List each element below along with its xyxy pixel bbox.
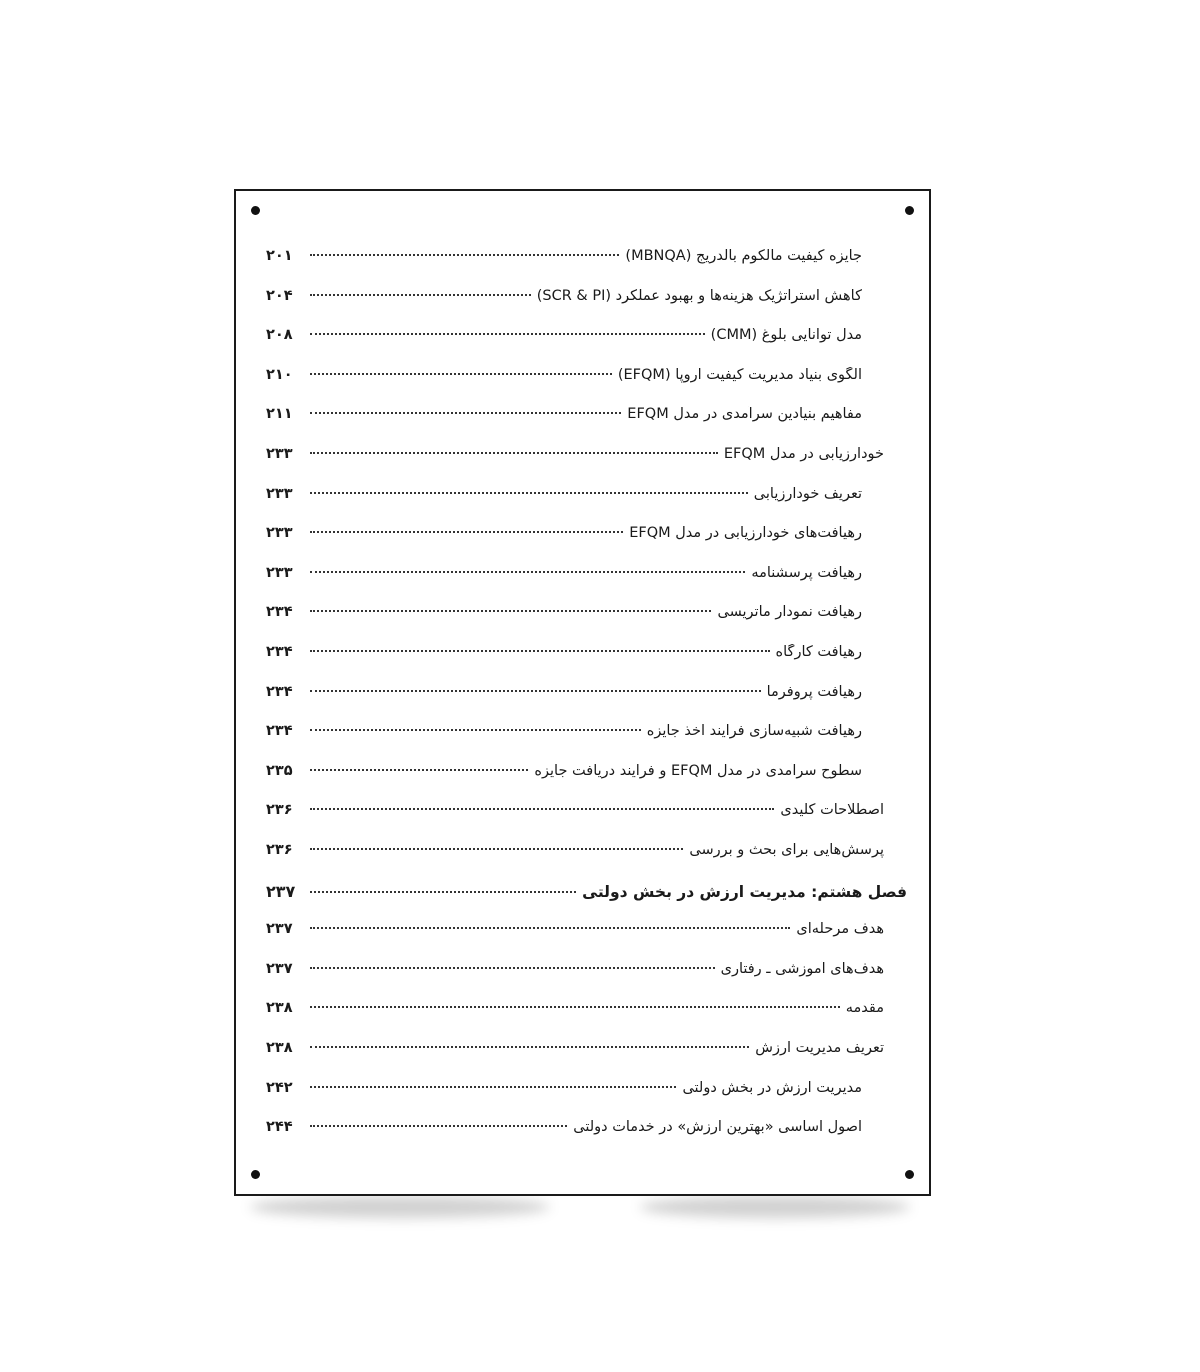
toc-page-number: ۲۳۴ (266, 604, 293, 621)
toc-dot-leader (310, 253, 619, 256)
toc-page-number: ۲۳۶ (266, 802, 293, 819)
toc-entry (266, 684, 862, 714)
toc-page-number: ۲۳۵ (266, 762, 293, 779)
toc-page-number: ۲۳۷ (266, 960, 293, 977)
toc-dot-leader (310, 570, 745, 573)
toc-entry (266, 1119, 862, 1149)
toc-entry (266, 644, 862, 674)
toc-entry-title: خودارزیابی در مدل EFQM (723, 446, 884, 462)
toc-entry-title: رهیافت پروفرما (766, 683, 862, 700)
toc-entry (266, 288, 862, 318)
toc-entry (266, 921, 884, 951)
toc-entry-title: اصول اساسی «بهترین ارزش» در خدمات دولتی (573, 1119, 862, 1136)
toc-entry-title: هدف مرحله‌ای (796, 921, 884, 938)
toc-page-number: ۲۱۱ (266, 406, 293, 423)
toc-dot-leader (310, 966, 715, 969)
toc-page-number: ۲۳۸ (266, 1000, 293, 1017)
toc-dot-leader (310, 609, 711, 612)
toc-entry (266, 723, 862, 753)
toc-page-number: ۲۳۳ (266, 564, 293, 581)
toc-page-number: ۲۰۴ (266, 287, 293, 304)
toc-entry-title: رهیافت‌های خودارزیابی در مدل EFQM (629, 525, 862, 542)
toc-entry (266, 248, 862, 278)
toc-entry-title: مقدمه (845, 1000, 884, 1017)
toc-page-number: ۲۳۳ (266, 485, 293, 502)
toc-dot-leader (310, 411, 621, 414)
toc-entry-title: فصل هشتم: مدیریت ارزش در بخش دولتی (582, 882, 907, 901)
toc-entry (266, 1040, 884, 1070)
toc-entry (266, 763, 862, 793)
toc-entry-title: مفاهیم بنیادین سرآمدی در مدل EFQM (627, 406, 862, 423)
toc-entry (266, 525, 862, 555)
toc-dot-leader (310, 1124, 567, 1127)
toc-dot-leader (310, 926, 790, 929)
toc-entry (266, 1000, 884, 1030)
toc-page-number: ۲۳۶ (266, 842, 293, 858)
toc-entry (266, 327, 862, 357)
toc-entry-title: مدل توانایی بلوغ (CMM) (710, 327, 862, 344)
toc-entry-title: جایزه کیفیت مالکوم بالدریج (MBNQA) (625, 248, 862, 264)
toc-chapter-heading (266, 882, 907, 912)
toc-dot-leader (310, 689, 761, 692)
toc-entry-title: رهیافت پرسشنامه (751, 564, 862, 581)
toc-dot-leader (310, 491, 748, 494)
toc-dot-leader (310, 728, 641, 731)
corner-dot-icon (251, 1170, 260, 1179)
toc-entry (266, 604, 862, 634)
toc-page-number: ۲۰۱ (266, 248, 293, 264)
toc-entry-title: رهیافت کارگاه (775, 644, 862, 660)
toc-dot-leader (310, 807, 774, 810)
toc-dot-leader (310, 649, 770, 652)
toc-dot-leader (310, 332, 705, 335)
toc-entry (266, 486, 862, 516)
toc-page-number: ۲۳۳ (266, 446, 293, 462)
toc-dot-leader (310, 451, 718, 454)
toc-page-number: ۲۳۳ (266, 525, 293, 542)
toc-entry-title: سطوح سرآمدی در مدل EFQM و فرایند دریافت جایزه (534, 762, 862, 779)
toc-page-number: ۲۴۴ (266, 1119, 293, 1136)
toc-entry-title: رهیافت شبیه‌سازی فرایند اخذ جایزه (646, 723, 862, 740)
toc-page-number: ۲۳۷ (266, 881, 296, 901)
toc-entry-title: رهیافت نمودار ماتریسی (717, 604, 862, 621)
corner-dot-icon (251, 206, 260, 215)
toc-dot-leader (310, 890, 576, 893)
toc-entry (266, 367, 862, 397)
corner-dot-icon (905, 206, 914, 215)
toc-entry-title: مدیریت ارزش در بخش دولتی (682, 1079, 862, 1096)
toc-entry (266, 565, 862, 595)
toc-page-number: ۲۳۴ (266, 683, 293, 700)
toc-dot-leader (310, 1085, 676, 1088)
toc-entry-title: تعریف مدیریت ارزش (755, 1040, 884, 1056)
toc-dot-leader (310, 372, 612, 375)
toc-entry-title: کاهش استراتژیک هزینه‌ها و بهبود عملکرد (SCR & PI) (536, 287, 862, 304)
toc-page-number: ۲۳۷ (266, 921, 293, 938)
toc-entry (266, 802, 884, 832)
toc-dot-leader (310, 1045, 749, 1048)
toc-dot-leader (310, 530, 623, 533)
toc-entry-title: تعریف خودارزیابی (753, 485, 862, 502)
corner-dot-icon (905, 1170, 914, 1179)
toc-entry (266, 446, 884, 476)
toc-dot-leader (310, 1005, 840, 1008)
toc-page-number: ۲۳۴ (266, 723, 293, 740)
toc-page-number: ۲۴۲ (266, 1079, 293, 1096)
toc-page-number: ۲۰۸ (266, 327, 293, 344)
toc-entry (266, 1080, 862, 1110)
page-shadow-right (640, 1196, 910, 1218)
toc-page-number: ۲۳۸ (266, 1040, 293, 1056)
toc-dot-leader (310, 768, 528, 771)
toc-entry (266, 842, 884, 872)
toc-page-number: ۲۳۴ (266, 644, 293, 660)
toc-entry (266, 961, 884, 991)
book-page (234, 189, 931, 1196)
toc-dot-leader (310, 847, 683, 850)
toc-entry-title: اصطلاحات کلیدی (780, 802, 884, 819)
toc-entry-title: الگوی بنیاد مدیریت کیفیت اروپا (EFQM) (617, 366, 862, 383)
toc-page-number: ۲۱۰ (266, 366, 293, 383)
toc-dot-leader (310, 293, 531, 296)
toc-entry-title: پرسش‌هایی برای بحث و بررسی (689, 842, 884, 858)
toc-entry-title: هدف‌های آموزشی ـ رفتاری (720, 960, 884, 977)
page-shadow-left (250, 1196, 550, 1218)
toc-entry (266, 406, 862, 436)
